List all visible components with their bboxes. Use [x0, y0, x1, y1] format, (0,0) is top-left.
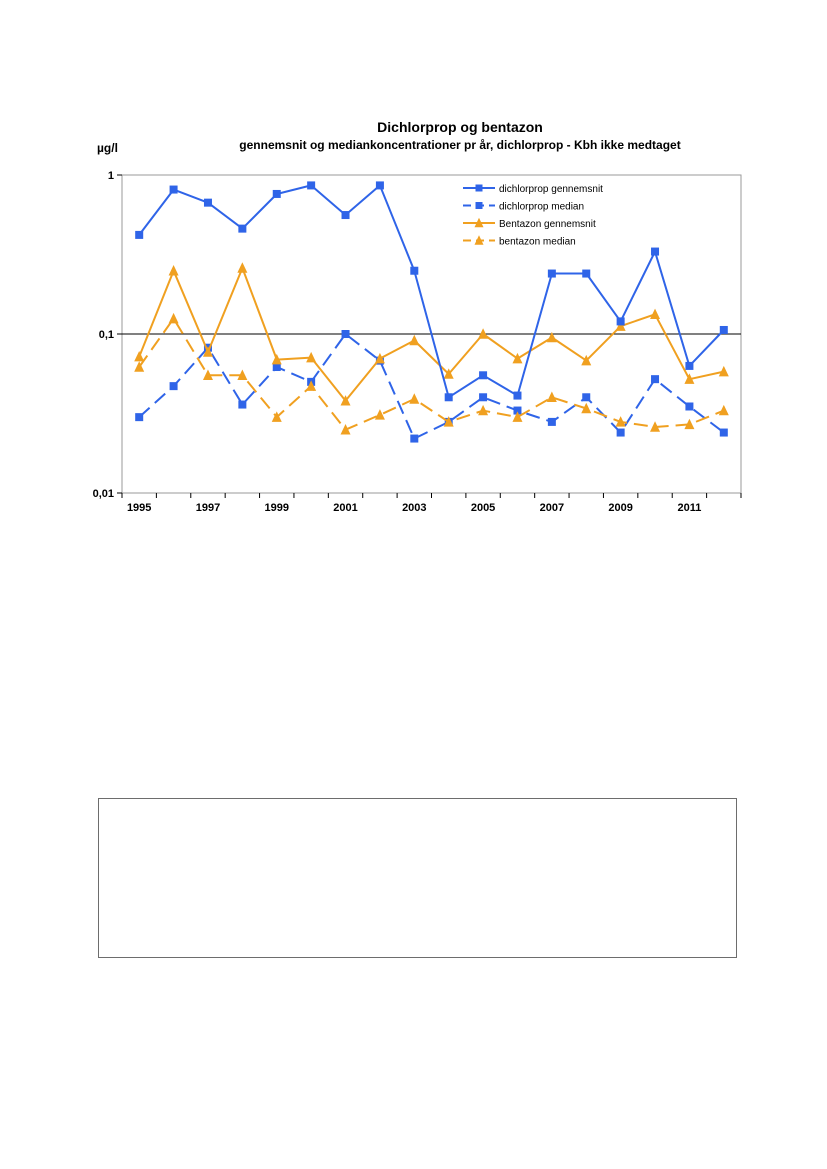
x-tick-label: 2001 [333, 502, 358, 514]
data-point-bentazon-gennemsnit [409, 335, 419, 345]
legend-marker [476, 185, 483, 192]
data-point-bentazon-gennemsnit [719, 366, 729, 376]
data-point-dichlorprop-median [238, 401, 246, 409]
series-dichlorprop-median [135, 330, 728, 443]
chart-figure [0, 0, 827, 540]
legend-entry-bentazon-median [463, 235, 576, 247]
data-point-dichlorprop-median [685, 402, 693, 410]
chart-subtitle: gennemsnit og mediankoncentrationer pr år, dichlorprop - Kbh ikke medtaget [239, 138, 681, 152]
data-point-dichlorprop-gennemsnit [135, 231, 143, 239]
data-point-bentazon-gennemsnit [512, 353, 522, 363]
legend-entry-bentazon-gennemsnit [463, 218, 596, 230]
data-point-bentazon-gennemsnit [547, 332, 557, 342]
chart-title: Dichlorprop og bentazon [377, 119, 543, 135]
legend-marker [476, 202, 483, 209]
x-tick-label: 1995 [126, 502, 152, 514]
y-axis-label: µg/l [97, 141, 118, 155]
series-line-dichlorprop-gennemsnit [139, 185, 724, 397]
data-point-dichlorprop-median [651, 375, 659, 383]
data-point-bentazon-median [547, 392, 557, 402]
data-point-dichlorprop-median [135, 413, 143, 421]
legend-label: Bentazon gennemsnit [499, 219, 596, 230]
y-tick-label: 1 [107, 170, 114, 182]
x-tick-label: 2009 [608, 502, 633, 514]
data-point-dichlorprop-gennemsnit [582, 270, 590, 278]
data-point-dichlorprop-gennemsnit [445, 393, 453, 401]
data-point-dichlorprop-gennemsnit [307, 181, 315, 189]
line-chart [0, 0, 827, 540]
data-point-dichlorprop-median [342, 330, 350, 338]
legend-label: bentazon median [499, 236, 576, 248]
y-tick-label: 0,1 [98, 329, 114, 341]
legend-entry-dichlorprop-median [463, 202, 584, 213]
data-point-dichlorprop-gennemsnit [617, 317, 625, 325]
data-point-bentazon-gennemsnit [134, 351, 144, 361]
data-point-dichlorprop-gennemsnit [238, 225, 246, 233]
data-point-bentazon-gennemsnit [169, 265, 179, 275]
data-point-dichlorprop-gennemsnit [513, 392, 521, 400]
legend-label: dichlorprop gennemsnit [499, 184, 603, 195]
data-point-dichlorprop-gennemsnit [720, 326, 728, 334]
series-dichlorprop-gennemsnit [135, 181, 728, 401]
legend-entry-dichlorprop-gennemsnit [463, 184, 603, 195]
data-point-dichlorprop-gennemsnit [170, 186, 178, 194]
empty-text-box [98, 798, 737, 958]
data-point-dichlorprop-gennemsnit [685, 362, 693, 370]
data-point-bentazon-median [409, 393, 419, 403]
data-point-dichlorprop-median [582, 393, 590, 401]
data-point-bentazon-gennemsnit [650, 309, 660, 319]
data-point-bentazon-median [169, 313, 179, 323]
data-point-bentazon-median [719, 405, 729, 415]
data-point-dichlorprop-gennemsnit [548, 270, 556, 278]
data-point-dichlorprop-median [548, 418, 556, 426]
legend-label: dichlorprop median [499, 201, 585, 213]
data-point-dichlorprop-gennemsnit [410, 267, 418, 275]
data-point-dichlorprop-gennemsnit [479, 371, 487, 379]
data-point-dichlorprop-median [720, 429, 728, 437]
data-point-bentazon-median [478, 405, 488, 415]
data-point-dichlorprop-gennemsnit [342, 211, 350, 219]
data-point-dichlorprop-gennemsnit [651, 248, 659, 256]
data-point-dichlorprop-gennemsnit [376, 181, 384, 189]
x-tick-label: 2011 [677, 502, 702, 514]
series-line-dichlorprop-median [139, 334, 724, 439]
data-point-bentazon-gennemsnit [237, 262, 247, 272]
x-tick-label: 2005 [470, 502, 496, 514]
data-point-dichlorprop-median [479, 393, 487, 401]
y-tick-label: 0,01 [92, 488, 114, 500]
data-point-dichlorprop-gennemsnit [273, 190, 281, 198]
data-point-bentazon-median [375, 409, 385, 419]
data-point-dichlorprop-gennemsnit [204, 199, 212, 207]
x-tick-label: 2003 [402, 502, 427, 514]
x-tick-label: 2007 [539, 502, 565, 514]
data-point-dichlorprop-median [410, 435, 418, 443]
x-tick-label: 1999 [264, 502, 289, 514]
x-tick-label: 1997 [195, 502, 221, 514]
data-point-dichlorprop-median [617, 429, 625, 437]
data-point-dichlorprop-median [170, 382, 178, 390]
